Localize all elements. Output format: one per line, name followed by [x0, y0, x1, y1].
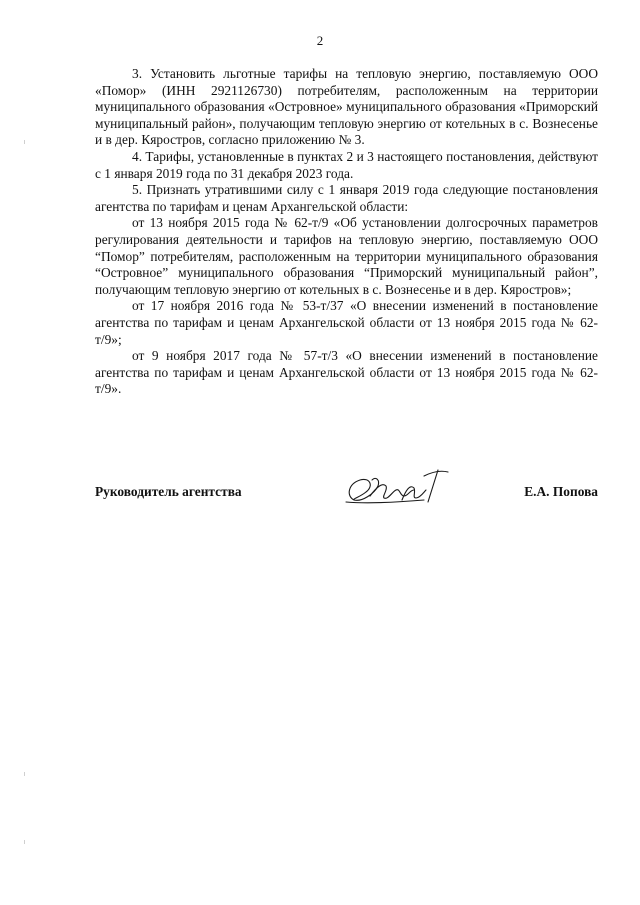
margin-mark — [24, 772, 25, 776]
paragraph-item-3: 3. Установить льготные тарифы на тепловую энергию, поставляемую ООО «Помор» (ИНН 2921126730) потребителям, расположенным на территории муниципального образования «Островное» муниципального образования «Приморский муниципальный район», получающим тепловую энергию от котельных в с. Вознесенье и в дер. Кяростров, согласно приложению № 3. — [95, 66, 598, 148]
page-number: 2 — [316, 33, 324, 48]
repealed-act-1: от 13 ноября 2015 года № 62-т/9 «Об установлении долгосрочных параметров регулирования деятельности и тарифов на тепловую энергию, поставляемую ООО “Помор” потребителям, расположенным на территории муниципального образования “Островное” муниципального образования “Приморский муниципальный район”, получающим тепловую энергию от котельных в с. Вознесенье и в дер. Кяростров»; — [95, 215, 598, 297]
repealed-act-3: от 9 ноября 2017 года № 57-т/3 «О внесении изменений в постановление агентства по тарифам и ценам Архангельской области от 13 ноября 2015 года № 62-т/9». — [95, 348, 598, 397]
document-body — [95, 66, 598, 398]
margin-mark — [24, 840, 25, 844]
handwritten-signature — [340, 466, 450, 508]
signatory-position: Руководитель агентства — [95, 484, 242, 499]
signatory-name: Е.А. Попова — [524, 484, 598, 499]
margin-mark — [24, 140, 25, 144]
paragraph-item-5: 5. Признать утратившими силу с 1 января 2019 года следующие постановления агентства по тарифам и ценам Архангельской области: — [95, 182, 598, 214]
paragraph-item-4: 4. Тарифы, установленные в пунктах 2 и 3 настоящего постановления, действуют с 1 января 2019 года по 31 декабря 2023 года. — [95, 148, 598, 181]
repealed-act-2: от 17 ноября 2016 года № 53-т/37 «О внесении изменений в постановление агентства по тарифам и ценам Архангельской области от 13 ноября 2015 года № 62-т/9»; — [95, 298, 598, 347]
signature-block — [95, 466, 598, 516]
